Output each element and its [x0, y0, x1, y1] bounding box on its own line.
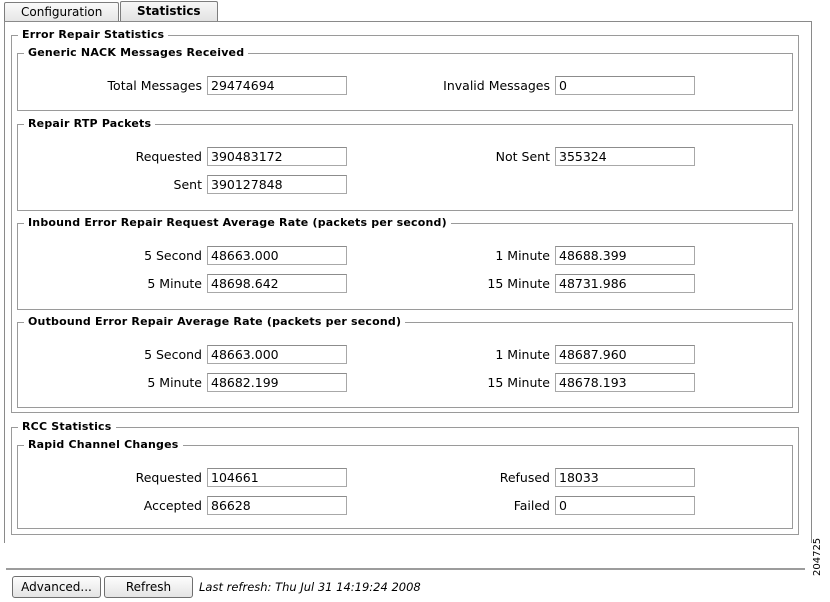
rtp-sent-field[interactable] — [207, 175, 347, 194]
advanced-button[interactable]: Advanced... — [12, 576, 101, 598]
rcc-failed-field[interactable] — [555, 496, 695, 515]
inbound-15-minute-field[interactable] — [555, 274, 695, 293]
inbound-rate-group — [17, 216, 793, 310]
rcc-accepted-field[interactable] — [207, 496, 347, 515]
rtp-not-sent-field[interactable] — [555, 147, 695, 166]
rtp-not-sent-label: Not Sent — [495, 149, 550, 164]
outbound-5-minute-label: 5 Minute — [147, 375, 202, 390]
total-messages-field[interactable] — [207, 76, 347, 95]
invalid-messages-label: Invalid Messages — [443, 78, 550, 93]
outbound-5-second-field[interactable] — [207, 345, 347, 364]
total-messages-label: Total Messages — [107, 78, 202, 93]
inbound-5-second-field[interactable] — [207, 246, 347, 265]
repair-rtp-group — [17, 117, 793, 211]
outbound-1-minute-label: 1 Minute — [495, 347, 550, 362]
rapid-channel-changes-legend: Rapid Channel Changes — [24, 438, 183, 452]
inbound-15-minute-label: 15 Minute — [487, 276, 550, 291]
rcc-accepted-label: Accepted — [143, 498, 202, 513]
rcc-failed-label: Failed — [513, 498, 550, 513]
inbound-5-minute-field[interactable] — [207, 274, 347, 293]
outbound-rate-group — [17, 315, 793, 408]
rtp-requested-field[interactable] — [207, 147, 347, 166]
inbound-1-minute-field[interactable] — [555, 246, 695, 265]
outbound-15-minute-label: 15 Minute — [487, 375, 550, 390]
refresh-button[interactable]: Refresh — [104, 576, 193, 598]
invalid-messages-field[interactable] — [555, 76, 695, 95]
figure-id: 204725 — [812, 537, 823, 576]
rcc-requested-label: Requested — [135, 470, 202, 485]
nack-legend: Generic NACK Messages Received — [24, 46, 248, 60]
footer-divider — [6, 568, 805, 570]
rcc-refused-label: Refused — [499, 470, 550, 485]
inbound-5-second-label: 5 Second — [144, 248, 202, 263]
rcc-refused-field[interactable] — [555, 468, 695, 487]
outbound-5-second-label: 5 Second — [144, 347, 202, 362]
rcc-statistics-legend: RCC Statistics — [18, 420, 116, 434]
inbound-rate-legend: Inbound Error Repair Request Average Rate (packets per second) — [24, 216, 451, 230]
rtp-requested-label: Requested — [135, 149, 202, 164]
tab-configuration[interactable]: Configuration — [4, 2, 119, 21]
error-repair-statistics-legend: Error Repair Statistics — [18, 28, 168, 42]
rtp-sent-label: Sent — [173, 177, 202, 192]
inbound-1-minute-label: 1 Minute — [495, 248, 550, 263]
rcc-requested-field[interactable] — [207, 468, 347, 487]
tab-statistics[interactable]: Statistics — [120, 1, 218, 22]
repair-rtp-legend: Repair RTP Packets — [24, 117, 155, 131]
inbound-5-minute-label: 5 Minute — [147, 276, 202, 291]
outbound-15-minute-field[interactable] — [555, 373, 695, 392]
outbound-5-minute-field[interactable] — [207, 373, 347, 392]
outbound-rate-legend: Outbound Error Repair Average Rate (packets per second) — [24, 315, 405, 329]
rapid-channel-changes-group — [17, 438, 793, 529]
last-refresh-text: Last refresh: Thu Jul 31 14:19:24 2008 — [199, 580, 421, 594]
outbound-1-minute-field[interactable] — [555, 345, 695, 364]
